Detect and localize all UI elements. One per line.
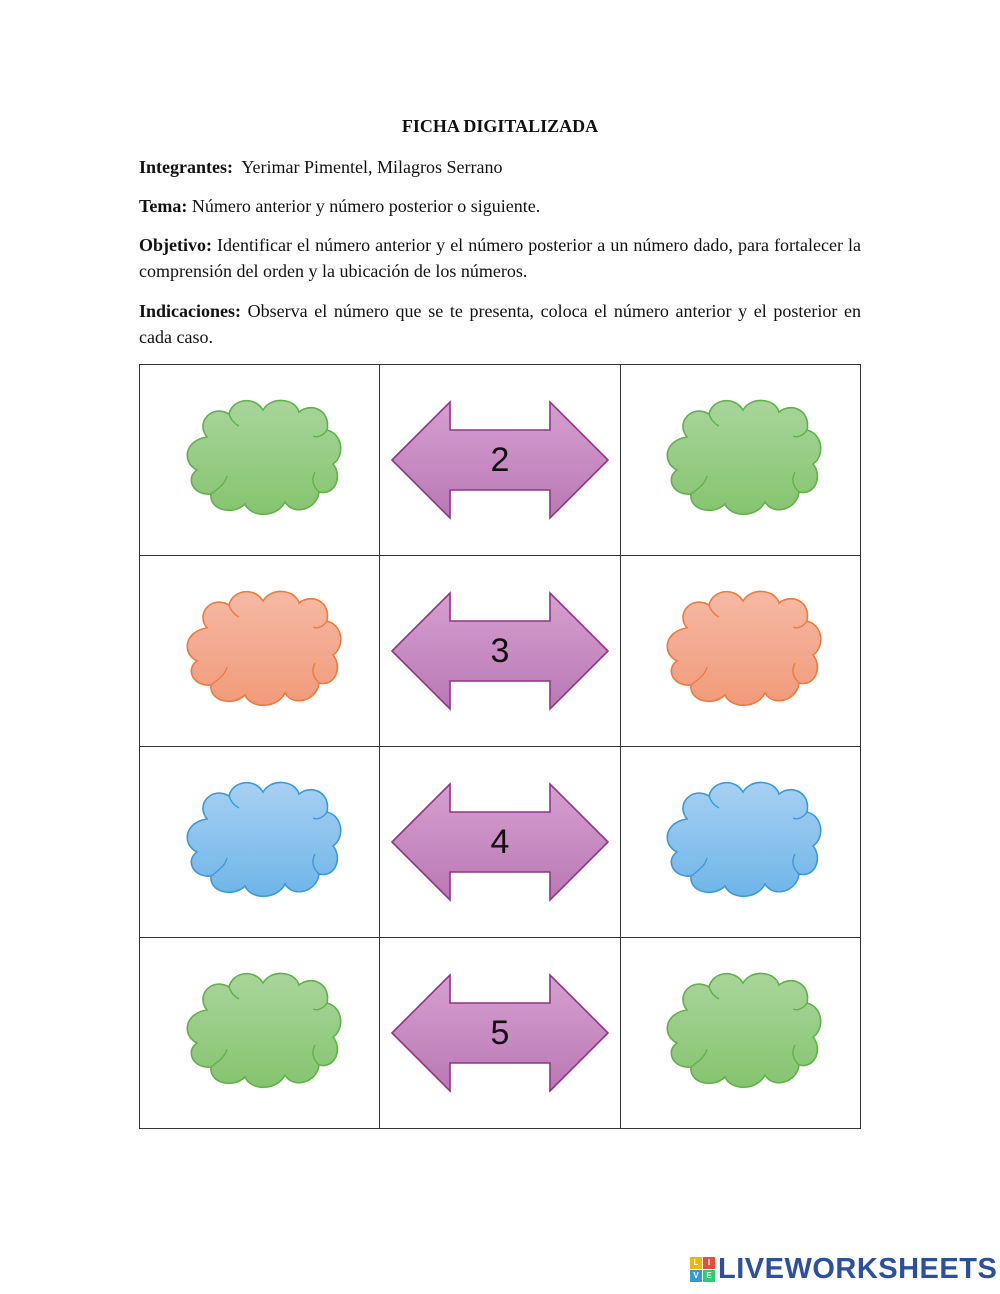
tema-line	[139, 193, 861, 219]
anterior-cell	[140, 365, 380, 556]
tema-value: Número anterior y número posterior o siguiente.	[187, 196, 541, 216]
number-arrow	[390, 400, 610, 520]
number-arrow	[390, 782, 610, 902]
given-number: 5	[490, 1014, 510, 1052]
objetivo-paragraph	[139, 232, 861, 284]
number-arrow	[390, 973, 610, 1093]
number-cell	[380, 365, 620, 556]
posterior-answer-cloud[interactable]	[647, 763, 833, 921]
posterior-answer-cloud[interactable]	[647, 381, 833, 539]
brand-mark-square: I	[703, 1257, 715, 1269]
given-number: 2	[490, 441, 510, 479]
number-cell	[380, 938, 620, 1129]
indicaciones-value: Observa el número que se te presenta, coloca el número anterior y el posterior en cada caso.	[139, 301, 861, 347]
anterior-cell	[140, 747, 380, 938]
integrantes-line	[139, 154, 861, 180]
brand-mark-square: L	[690, 1257, 702, 1269]
anterior-cell	[140, 938, 380, 1129]
exercise-row	[140, 365, 861, 556]
anterior-answer-cloud[interactable]	[167, 763, 353, 921]
posterior-cell	[620, 365, 860, 556]
given-number: 4	[490, 823, 510, 861]
brand-mark-square: V	[690, 1270, 702, 1282]
exercise-row	[140, 556, 861, 747]
exercise-row	[140, 938, 861, 1129]
liveworksheets-logo	[690, 1254, 997, 1284]
brand-text: LIVEWORKSHEETS	[718, 1252, 998, 1285]
posterior-cell	[620, 938, 860, 1129]
objetivo-label: Objetivo:	[139, 235, 212, 255]
integrantes-value: Yerimar Pimentel, Milagros Serrano	[232, 157, 503, 177]
number-arrow	[390, 591, 610, 711]
page-title: FICHA DIGITALIZADA	[401, 116, 599, 136]
brand-mark-square: E	[703, 1270, 715, 1282]
given-number: 3	[490, 632, 510, 670]
anterior-answer-cloud[interactable]	[167, 954, 353, 1112]
number-cell	[380, 556, 620, 747]
posterior-answer-cloud[interactable]	[647, 572, 833, 730]
anterior-cell	[140, 556, 380, 747]
number-cell	[380, 747, 620, 938]
objetivo-value: Identificar el número anterior y el número posterior a un número dado, para fortalecer la comprensión del orden y la ubicación de los números.	[139, 235, 861, 281]
liveworksheets-mark-icon	[690, 1257, 715, 1282]
indicaciones-paragraph	[139, 298, 861, 350]
posterior-cell	[620, 556, 860, 747]
indicaciones-label: Indicaciones:	[139, 301, 242, 321]
exercise-grid	[139, 364, 861, 1129]
exercise-row	[140, 747, 861, 938]
anterior-answer-cloud[interactable]	[167, 572, 353, 730]
tema-label: Tema:	[139, 196, 188, 216]
anterior-answer-cloud[interactable]	[167, 381, 353, 539]
posterior-answer-cloud[interactable]	[647, 954, 833, 1112]
integrantes-label: Integrantes:	[139, 157, 233, 177]
posterior-cell	[620, 747, 860, 938]
